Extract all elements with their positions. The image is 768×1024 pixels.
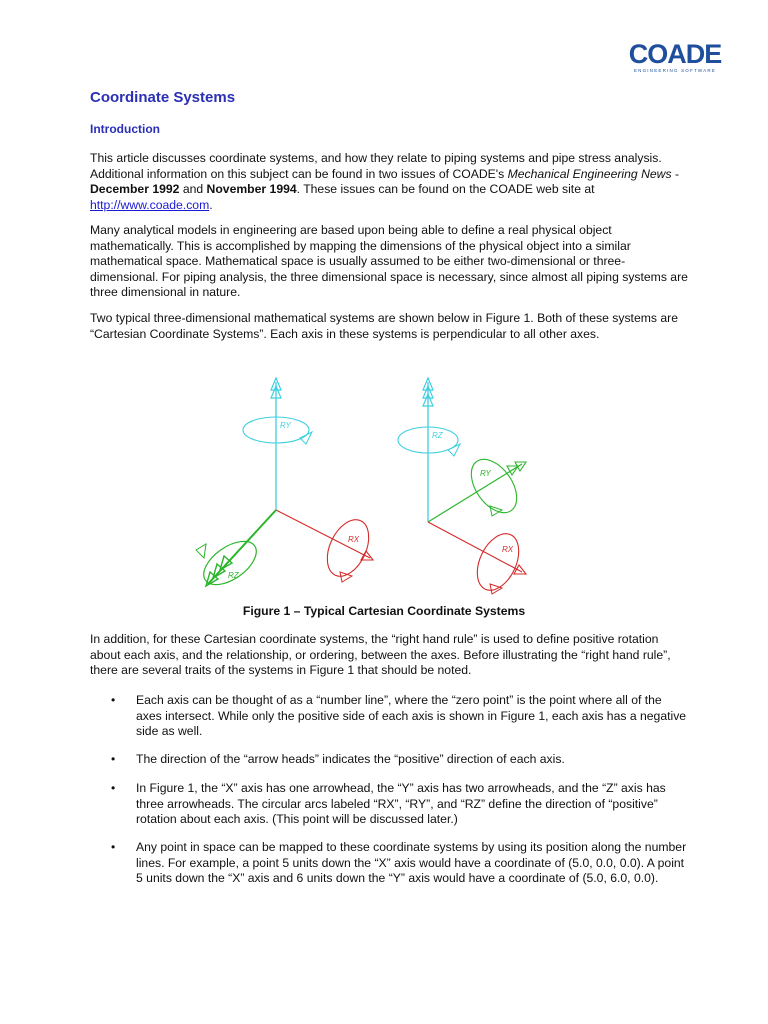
left-z-axis [208,510,276,584]
left-rx-arc [319,513,377,583]
bullet-item-arrowhead-counts: In Figure 1, the “X” axis has one arrowhead, the “Y” axis has two arrowheads, and the “Z” axis has three arrowheads. The circular arcs labeled “RX”, “RY”, and “RZ” define the direction of “positive” rotation about each axis. (This point will be discussed later.) [136,781,666,826]
left-rz-label: RZ [228,571,239,580]
coordinate-systems-figure [180,368,560,596]
bullet-item-point-mapping: Any point in space can be mapped to these coordinate systems by using its position along the number lines. For example, a point 5 units down the “X” axis would have a coordinate of (5.0, 0.0, 0.0). A point 5 units down the “X” axis and 6 units down the “Y” axis would have a coordinate of (5.0, 6.0, 0.0). [136,840,687,885]
bullet-marker: • [111,840,116,854]
page-title: Coordinate Systems [90,89,236,106]
para1-publication: Mechanical Engineering News [507,166,672,181]
coade-logo [628,40,722,74]
right-green-arrowheads [507,462,526,475]
left-coordinate-system [196,378,377,593]
right-coordinate-system [398,378,527,596]
bullet-marker: • [111,752,116,766]
para1-text-3: - [671,166,680,181]
logo-tagline: ENGINEERING SOFTWARE [633,68,717,73]
bullet-marker: • [111,693,116,707]
right-ry-arrow [448,444,460,456]
left-ry-label: RY [280,421,291,430]
para1-date-1: December 1992 [90,182,180,196]
figure-caption: Figure 1 – Typical Cartesian Coordinate Systems [242,604,526,618]
paragraph-intro [90,151,690,213]
left-x-axis [276,510,370,558]
right-ry-label: RY [480,469,491,478]
bullet-item-arrow-heads: The direction of the “arrow heads” indicates the “positive” direction of each axis. [136,752,565,766]
right-rz-label: RZ [432,431,443,440]
para1-date-2: November 1994 [206,182,297,196]
para1-text-8: . [209,197,213,212]
logo-wordmark: COADE [628,39,722,69]
section-heading: Introduction [90,122,160,136]
paragraph-models: Many analytical models in engineering are based upon being able to define a real physical object mathematically. This is accomplished by mapping the dimensions of the physical object into a similar mathematical space. Mathematical space is usually assumed to be either two-dimensional or three-dimensional. For piping analysis, the three dimensional space is necessary, since almost all piping systems are three dimensional in nature. [90,223,688,299]
bullet-item-number-line: Each axis can be thought of as a “number line”, where the “zero point” is the point where all of the axes intersect. While only the positive side of each axis is shown in Figure 1, each axis has a negative side as well. [136,693,687,738]
left-rz-arrow [196,544,206,558]
right-green-axis [428,464,522,522]
right-rx-label: RX [502,545,514,554]
paragraph-systems: Two typical three-dimensional mathematical systems are shown below in Figure 1. Both of these systems are “Cartesian Coordinate Systems”. Each axis in these systems is perpendicular to all other axes. [90,311,678,341]
left-rx-label: RX [348,535,360,544]
para1-text-1: This article discusses coordinate systems, and how they relate to piping systems and pipe stress analysis. Additional information on this subject can be found in two issues of COADE's [90,151,662,181]
paragraph-right-hand-rule: In addition, for these Cartesian coordinate systems, the “right hand rule” is used to define positive rotation about each axis, and the relationship, or ordering, between the axes. Before illustrating the “right hand rule”, there are several traits of the systems in Figure 1 that should be noted. [90,632,671,677]
bullet-marker: • [111,781,116,795]
coade-website-link[interactable]: http://www.coade.com [90,197,210,212]
para1-text-5: and [179,182,207,196]
para1-text-7: . These issues can be found on the COADE web site at [296,182,595,196]
right-rx-arc [469,527,527,596]
